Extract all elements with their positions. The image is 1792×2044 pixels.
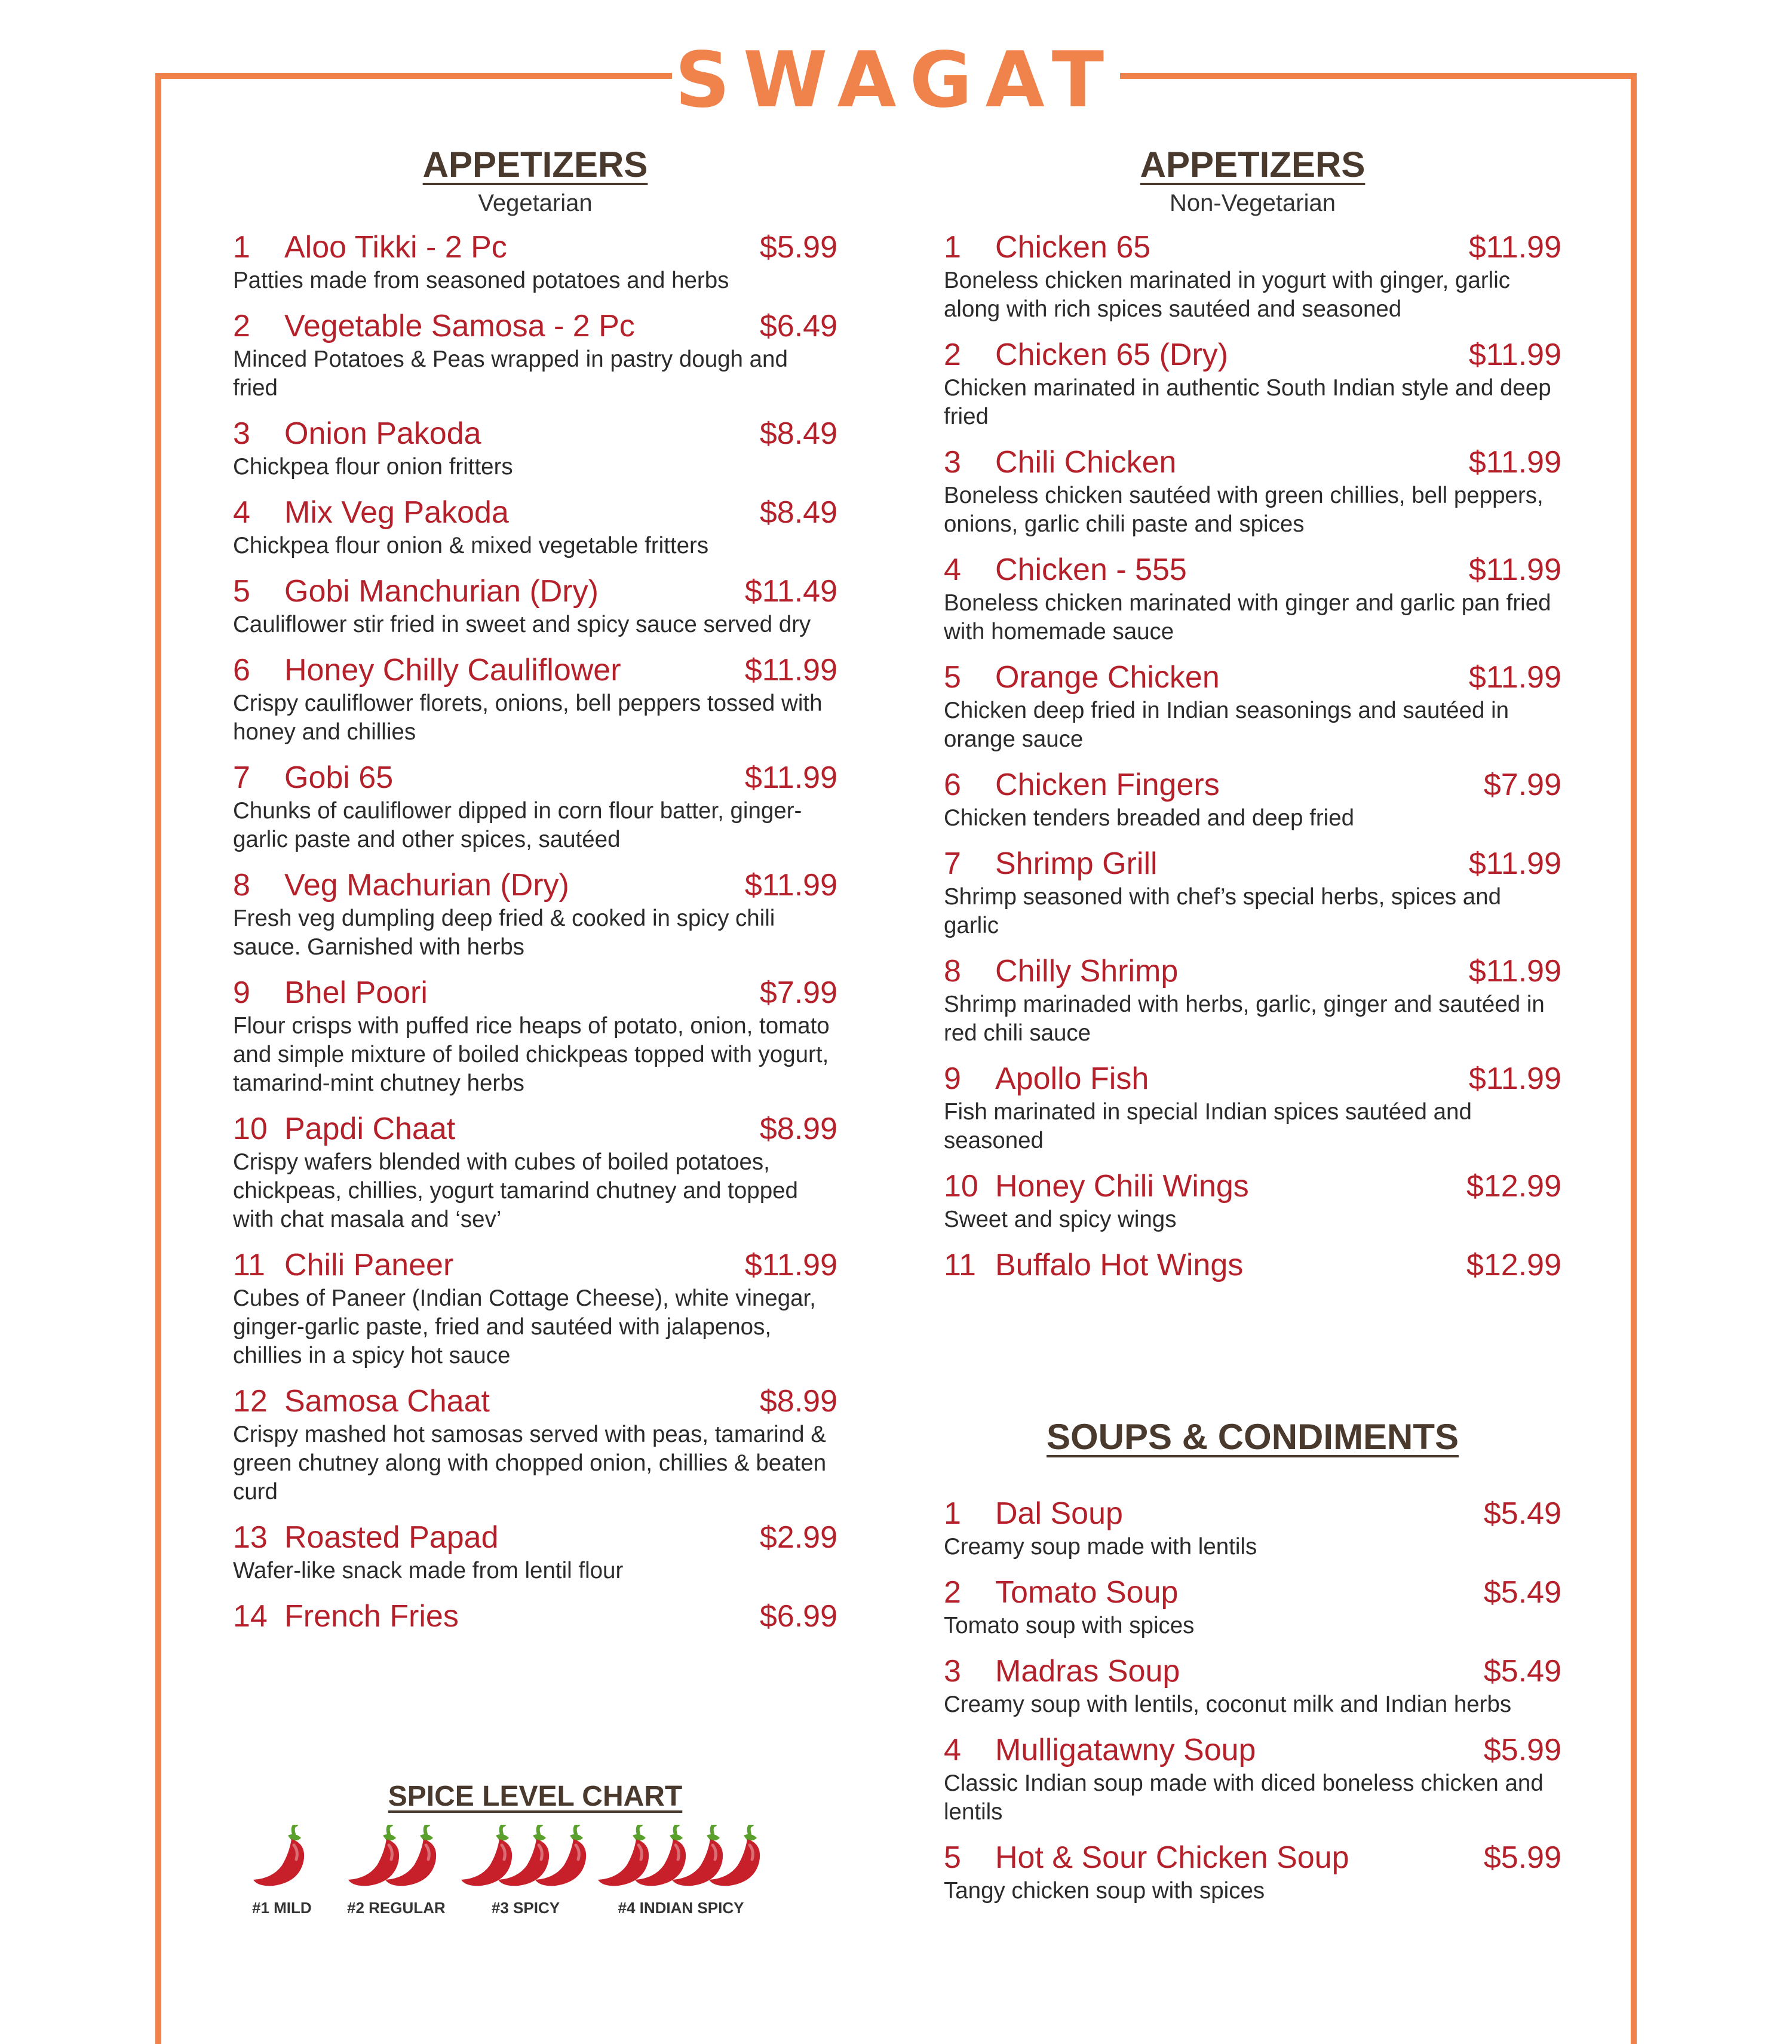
item-name: Dal Soup bbox=[995, 1496, 1123, 1531]
menu-item-header bbox=[944, 1731, 1561, 1769]
item-name: Orange Chicken bbox=[995, 660, 1220, 695]
spice-level-3 bbox=[460, 1825, 591, 1917]
menu-item-header bbox=[233, 759, 837, 797]
item-description: Fresh veg dumpling deep fried & cooked in spicy chili sauce. Garnished with herbs bbox=[233, 906, 775, 960]
item-price: $11.99 bbox=[1468, 846, 1561, 881]
spice-levels-row bbox=[233, 1825, 837, 1962]
item-number: 8 bbox=[944, 954, 961, 989]
item-description: Boneless chicken marinated in yogurt with ginger, garlic along with rich spices sautéed and seasoned bbox=[944, 268, 1511, 322]
item-name: Madras Soup bbox=[995, 1654, 1180, 1689]
menu-item-header bbox=[233, 572, 837, 610]
item-description: Chicken tenders breaded and deep fried bbox=[944, 805, 1355, 831]
nonveg-menu-item bbox=[944, 845, 1561, 940]
item-description: Shrimp marinaded with herbs, garlic, ginger and sautéed in red chili sauce bbox=[944, 992, 1545, 1046]
item-description: Minced Potatoes & Peas wrapped in pastry dough and fried bbox=[233, 346, 788, 401]
nonveg-menu-item bbox=[944, 443, 1561, 539]
nonveg-menu-item bbox=[944, 1167, 1561, 1234]
veg-menu-item bbox=[233, 1518, 837, 1585]
item-number: 13 bbox=[233, 1520, 268, 1555]
veg-menu-item bbox=[233, 228, 837, 295]
item-name: Chilly Shrimp bbox=[995, 954, 1179, 989]
menu-item-header bbox=[944, 228, 1561, 266]
nonveg-appetizers-title: APPETIZERS bbox=[1140, 145, 1366, 185]
item-name: Samosa Chaat bbox=[284, 1384, 490, 1419]
soup-menu-item bbox=[944, 1731, 1561, 1827]
item-price: $5.49 bbox=[1483, 1496, 1561, 1531]
item-price: $11.99 bbox=[744, 1248, 837, 1282]
soup-menu-item bbox=[944, 1573, 1561, 1640]
item-name: Honey Chilly Cauliflower bbox=[284, 653, 621, 688]
veg-menu-item bbox=[233, 866, 837, 962]
item-number: 11 bbox=[233, 1248, 265, 1282]
item-description: Sweet and spicy wings bbox=[944, 1207, 1177, 1232]
spice-level-label: #2 REGULAR bbox=[347, 1899, 446, 1917]
menu-item-header bbox=[233, 1382, 837, 1420]
item-number: 3 bbox=[944, 1654, 961, 1689]
veg-items-list bbox=[233, 228, 837, 1635]
item-description: Boneless chicken marinated with ginger and garlic pan fried with homemade sauce bbox=[944, 590, 1551, 644]
veg-menu-item bbox=[233, 1597, 837, 1635]
item-price: $11.99 bbox=[1468, 553, 1561, 587]
item-number: 9 bbox=[233, 975, 250, 1010]
spice-level-2 bbox=[347, 1825, 446, 1917]
item-price: $7.99 bbox=[759, 975, 837, 1010]
menu-item-header bbox=[944, 1167, 1561, 1205]
menu-item-header bbox=[233, 228, 837, 266]
item-number: 1 bbox=[233, 230, 250, 265]
nonveg-menu-item bbox=[944, 336, 1561, 431]
item-description: Cubes of Paneer (Indian Cottage Cheese), white vinegar, ginger-garlic paste, fried and sautéed with jalapenos, chillies in a spicy hot sauce bbox=[233, 1285, 816, 1368]
item-name: Chicken 65 (Dry) bbox=[995, 337, 1229, 372]
menu-item-header bbox=[233, 974, 837, 1012]
item-price: $2.99 bbox=[759, 1520, 837, 1555]
soups-title: SOUPS & CONDIMENTS bbox=[1046, 1417, 1459, 1457]
veg-menu-item bbox=[233, 493, 837, 560]
item-number: 7 bbox=[944, 846, 961, 881]
item-number: 5 bbox=[944, 1840, 961, 1875]
soups-section bbox=[944, 1416, 1561, 1917]
veg-menu-item bbox=[233, 974, 837, 1098]
nonveg-menu-item bbox=[944, 1246, 1561, 1284]
menu-item-header bbox=[233, 651, 837, 689]
veg-menu-item bbox=[233, 1382, 837, 1506]
veg-menu-item bbox=[233, 415, 837, 481]
item-number: 1 bbox=[944, 230, 961, 265]
item-number: 6 bbox=[944, 768, 961, 802]
chili-pepper-icon bbox=[597, 1825, 765, 1888]
item-name: Mix Veg Pakoda bbox=[284, 495, 509, 530]
item-price: $11.99 bbox=[1468, 337, 1561, 372]
item-name: Buffalo Hot Wings bbox=[995, 1248, 1244, 1282]
item-price: $8.49 bbox=[759, 416, 837, 451]
item-price: $12.99 bbox=[1466, 1169, 1561, 1204]
item-name: Hot & Sour Chicken Soup bbox=[995, 1840, 1349, 1875]
item-price: $11.99 bbox=[1468, 445, 1561, 480]
item-price: $11.99 bbox=[744, 760, 837, 795]
nonveg-menu-item bbox=[944, 766, 1561, 833]
item-number: 2 bbox=[233, 309, 250, 343]
item-description: Tangy chicken soup with spices bbox=[944, 1878, 1265, 1904]
item-price: $5.99 bbox=[759, 230, 837, 265]
veg-menu-item bbox=[233, 1110, 837, 1234]
item-price: $5.99 bbox=[1483, 1840, 1561, 1875]
nonveg-menu-item bbox=[944, 1060, 1561, 1155]
nonveg-menu-item bbox=[944, 551, 1561, 646]
menu-item-header bbox=[944, 952, 1561, 990]
item-description: Chicken marinated in authentic South Indian style and deep fried bbox=[944, 375, 1551, 429]
item-name: Chicken 65 bbox=[995, 230, 1151, 265]
item-description: Chickpea flour onion & mixed vegetable fritters bbox=[233, 533, 709, 558]
menu-item-header bbox=[233, 1246, 837, 1284]
menu-item-header bbox=[944, 658, 1561, 696]
item-name: Chicken Fingers bbox=[995, 768, 1220, 802]
item-name: Honey Chili Wings bbox=[995, 1169, 1249, 1204]
item-number: 7 bbox=[233, 760, 250, 795]
item-description: Crispy wafers blended with cubes of boiled potatoes, chickpeas, chillies, yogurt tamarind chutney and topped with chat masala and ‘sev’ bbox=[233, 1149, 798, 1232]
soup-menu-item bbox=[944, 1652, 1561, 1719]
item-price: $5.99 bbox=[1483, 1733, 1561, 1767]
item-number: 9 bbox=[944, 1061, 961, 1096]
item-description: Fish marinated in special Indian spices sautéed and seasoned bbox=[944, 1099, 1472, 1153]
veg-appetizers-title: APPETIZERS bbox=[422, 145, 648, 185]
nonveg-menu-item bbox=[944, 658, 1561, 754]
menu-item-header bbox=[944, 1494, 1561, 1533]
item-number: 8 bbox=[233, 868, 250, 903]
item-name: Mulligatawny Soup bbox=[995, 1733, 1256, 1767]
menu-item-header bbox=[944, 1573, 1561, 1612]
spice-level-chart bbox=[233, 1780, 837, 1962]
menu-item-header bbox=[233, 493, 837, 532]
item-price: $8.99 bbox=[759, 1112, 837, 1146]
item-description: Boneless chicken sautéed with green chillies, bell peppers, onions, garlic chili paste and spices bbox=[944, 483, 1544, 537]
menu-item-header bbox=[233, 1597, 837, 1635]
item-description: Crispy mashed hot samosas served with peas, tamarind & green chutney along with chopped onion, chillies & beaten curd bbox=[233, 1422, 827, 1505]
item-price: $11.99 bbox=[1468, 230, 1561, 265]
nonveg-items-list bbox=[944, 228, 1561, 1284]
item-name: Gobi Manchurian (Dry) bbox=[284, 574, 599, 609]
chili-pepper-icon bbox=[252, 1825, 309, 1888]
menu-item-header bbox=[944, 443, 1561, 481]
item-description: Crispy cauliflower florets, onions, bell peppers tossed with honey and chillies bbox=[233, 690, 823, 745]
menu-item-header bbox=[944, 766, 1561, 804]
item-description: Patties made from seasoned potatoes and herbs bbox=[233, 268, 729, 293]
item-description: Shrimp seasoned with chef’s special herbs, spices and garlic bbox=[944, 884, 1502, 938]
item-price: $11.99 bbox=[1468, 1061, 1561, 1096]
item-name: Bhel Poori bbox=[284, 975, 428, 1010]
item-number: 12 bbox=[233, 1384, 268, 1419]
spice-level-1 bbox=[252, 1825, 312, 1917]
item-price: $7.99 bbox=[1483, 768, 1561, 802]
item-name: Chicken - 555 bbox=[995, 553, 1187, 587]
item-description: Chunks of cauliflower dipped in corn flour batter, ginger-garlic paste and other spices, sautéed bbox=[233, 798, 802, 852]
item-price: $11.49 bbox=[744, 574, 837, 609]
soup-menu-item bbox=[944, 1494, 1561, 1561]
veg-appetizers-subtitle: Vegetarian bbox=[478, 190, 593, 216]
chili-pepper-icon bbox=[347, 1825, 441, 1888]
spice-chart-title: SPICE LEVEL CHART bbox=[388, 1781, 683, 1812]
item-name: Roasted Papad bbox=[284, 1520, 499, 1555]
item-number: 2 bbox=[944, 337, 961, 372]
menu-item-header bbox=[233, 307, 837, 345]
item-number: 5 bbox=[233, 574, 250, 609]
item-description: Creamy soup with lentils, coconut milk and Indian herbs bbox=[944, 1692, 1512, 1717]
item-number: 5 bbox=[944, 660, 961, 695]
item-number: 11 bbox=[944, 1248, 976, 1282]
item-name: Onion Pakoda bbox=[284, 416, 481, 451]
item-name: French Fries bbox=[284, 1599, 459, 1634]
item-price: $8.99 bbox=[759, 1384, 837, 1419]
item-name: Aloo Tikki - 2 Pc bbox=[284, 230, 507, 265]
nonveg-menu-item bbox=[944, 952, 1561, 1048]
item-description: Wafer-like snack made from lentil flour bbox=[233, 1558, 624, 1583]
menu-item-header bbox=[944, 336, 1561, 374]
menu-item-header bbox=[944, 1060, 1561, 1098]
item-number: 6 bbox=[233, 653, 250, 688]
item-price: $5.49 bbox=[1483, 1654, 1561, 1689]
item-price: $6.99 bbox=[759, 1599, 837, 1634]
restaurant-logo bbox=[672, 24, 1120, 137]
item-name: Tomato Soup bbox=[995, 1575, 1179, 1610]
chili-pepper-icon bbox=[460, 1825, 591, 1888]
spice-level-label: #4 INDIAN SPICY bbox=[618, 1899, 744, 1917]
nonveg-appetizers-section bbox=[944, 143, 1561, 1296]
item-number: 1 bbox=[944, 1496, 961, 1531]
nonveg-menu-item bbox=[944, 228, 1561, 324]
item-description: Flour crisps with puffed rice heaps of potato, onion, tomato and simple mixture of boiled chickpeas topped with yogurt, tamarind-mint chutney herbs bbox=[233, 1013, 830, 1096]
item-name: Shrimp Grill bbox=[995, 846, 1158, 881]
item-price: $8.49 bbox=[759, 495, 837, 530]
soup-menu-item bbox=[944, 1839, 1561, 1905]
menu-item-header bbox=[233, 415, 837, 453]
veg-menu-item bbox=[233, 651, 837, 747]
item-name: Apollo Fish bbox=[995, 1061, 1149, 1096]
item-number: 3 bbox=[233, 416, 250, 451]
item-price: $11.99 bbox=[744, 653, 837, 688]
item-number: 14 bbox=[233, 1599, 268, 1634]
restaurant-name: SWAGAT bbox=[674, 36, 1118, 125]
menu-item-header bbox=[233, 1110, 837, 1148]
menu-item-header bbox=[944, 1246, 1561, 1284]
menu-item-header bbox=[944, 1652, 1561, 1690]
menu-item-header bbox=[944, 1839, 1561, 1877]
item-number: 2 bbox=[944, 1575, 961, 1610]
menu-item-header bbox=[944, 845, 1561, 883]
menu-item-header bbox=[944, 551, 1561, 589]
item-description: Chickpea flour onion fritters bbox=[233, 454, 513, 480]
item-price: $11.99 bbox=[744, 868, 837, 903]
veg-menu-item bbox=[233, 572, 837, 639]
item-price: $11.99 bbox=[1468, 660, 1561, 695]
item-description: Creamy soup made with lentils bbox=[944, 1534, 1257, 1560]
veg-appetizers-section bbox=[233, 143, 837, 1647]
item-price: $12.99 bbox=[1466, 1248, 1561, 1282]
item-description: Chicken deep fried in Indian seasonings and sautéed in orange sauce bbox=[944, 698, 1509, 752]
item-name: Vegetable Samosa - 2 Pc bbox=[284, 309, 635, 343]
item-name: Veg Machurian (Dry) bbox=[284, 868, 569, 903]
nonveg-appetizers-subtitle: Non-Vegetarian bbox=[1170, 190, 1336, 216]
item-number: 3 bbox=[944, 445, 961, 480]
veg-menu-item bbox=[233, 307, 837, 403]
item-name: Chili Chicken bbox=[995, 445, 1177, 480]
veg-menu-item bbox=[233, 1246, 837, 1370]
spice-level-label: #3 SPICY bbox=[491, 1899, 560, 1917]
veg-menu-item bbox=[233, 759, 837, 854]
item-number: 4 bbox=[944, 1733, 961, 1767]
item-description: Cauliflower stir fried in sweet and spicy sauce served dry bbox=[233, 612, 811, 637]
item-number: 10 bbox=[233, 1112, 268, 1146]
item-number: 4 bbox=[944, 553, 961, 587]
item-name: Chili Paneer bbox=[284, 1248, 454, 1282]
spice-level-label: #1 MILD bbox=[252, 1899, 312, 1917]
item-description: Tomato soup with spices bbox=[944, 1613, 1195, 1638]
item-price: $5.49 bbox=[1483, 1575, 1561, 1610]
item-number: 10 bbox=[944, 1169, 978, 1204]
soups-items-list bbox=[944, 1494, 1561, 1905]
item-number: 4 bbox=[233, 495, 250, 530]
spice-level-4 bbox=[597, 1825, 765, 1917]
item-name: Papdi Chaat bbox=[284, 1112, 456, 1146]
item-price: $6.49 bbox=[759, 309, 837, 343]
item-description: Classic Indian soup made with diced boneless chicken and lentils bbox=[944, 1770, 1544, 1825]
menu-item-header bbox=[233, 1518, 837, 1557]
item-name: Gobi 65 bbox=[284, 760, 394, 795]
item-price: $11.99 bbox=[1468, 954, 1561, 989]
menu-item-header bbox=[233, 866, 837, 904]
